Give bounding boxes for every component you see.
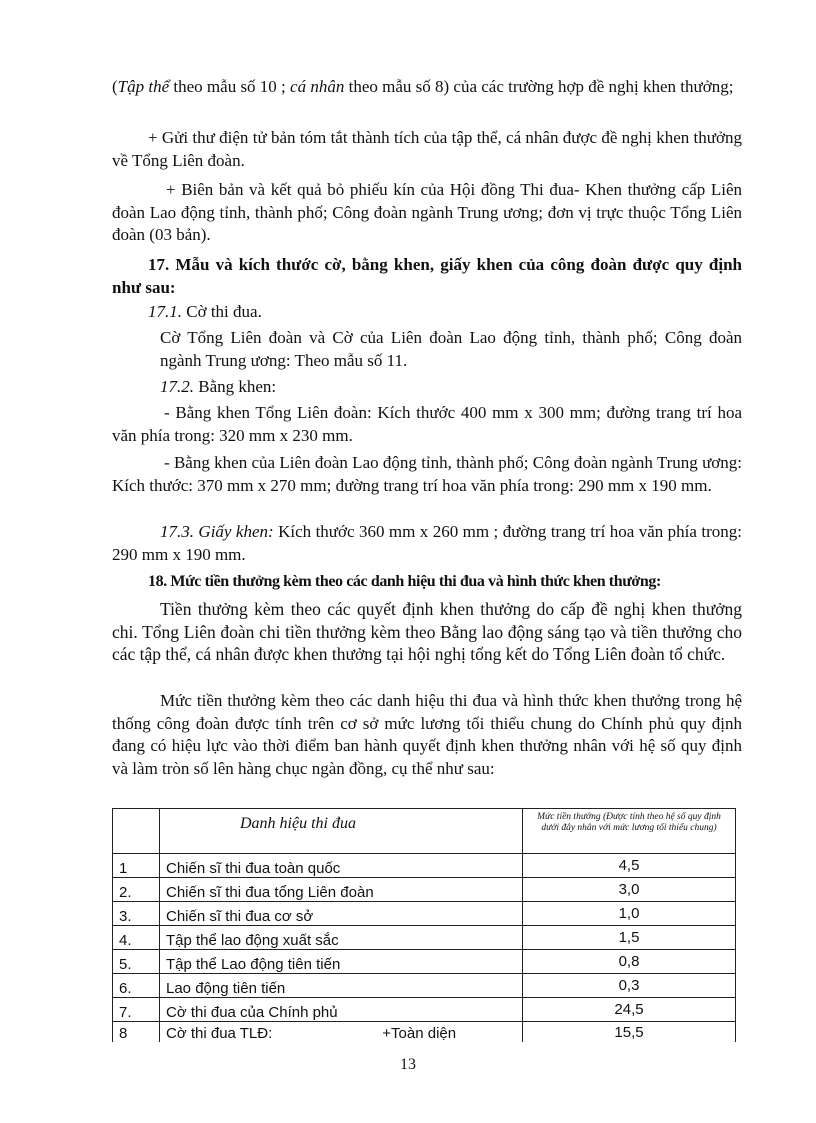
table-row [113,998,736,1022]
subsection-number: 17.2. [160,377,194,396]
subsection-number: 17.1. [148,302,182,321]
certificate-size-provincial: - Bằng khen của Liên đoàn Lao động tỉnh, thành phố; Công đoàn ngành Trung ương: Kích thước: 370 mm x 270 mm; đường trang trí hoa văn phía trong: 290 mm x 190 mm. [112,453,742,495]
row-title: Chiến sĩ thi đua cơ sở [160,902,523,926]
table-row [113,974,736,998]
row-title: Cờ thi đua của Chính phủ [160,998,523,1022]
row-value: 1,0 [523,902,736,926]
row-value: 0,8 [523,950,736,974]
row-title: Chiến sĩ thi đua toàn quốc [160,854,523,878]
table-row [113,1022,736,1043]
row-value: 3,0 [523,878,736,902]
table-row [113,950,736,974]
paragraph-reward-calculation: Mức tiền thưởng kèm theo các danh hiệu thi đua và hình thức khen thưởng trong hệ thống công đoàn được tính trên cơ sở mức lương tối thiểu chung do Chính phủ quy định đang có hiệu lực vào thời điểm ban hành quyết định khen thưởng nhân với hệ số quy định và làm tròn số lên hàng chục ngàn đồng, cụ thể như sau: [112,691,742,778]
table-row [113,902,736,926]
table-header-no [113,809,160,854]
table-header-row [113,809,736,854]
row-number: 8 [113,1022,160,1043]
row-title: Cờ thi đua TLĐ: [166,1025,273,1042]
row-value: 24,5 [523,998,736,1022]
subsection-17-1-body: Cờ Tổng Liên đoàn và Cờ của Liên đoàn Lao động tỉnh, thành phố; Công đoàn ngành Trung ương: Theo mẫu số 11. [160,328,742,370]
row-value: 15,5 [523,1022,736,1043]
paragraph-reward-payment: Tiền thưởng kèm theo các quyết định khen thưởng do cấp đề nghị khen thưởng chi. Tổng Liên đoàn chi tiền thưởng kèm theo Bằng lao động sáng tạo và tiền thưởng cho các tập thể, cá nhân được khen thưởng tại hội nghị tổng kết do Tổng Liên đoàn tổ chức. [112,599,742,664]
subsection-17-3 [112,521,742,566]
row-number: 7. [113,998,160,1022]
table-row [113,878,736,902]
paragraph-voting-minutes: + Biên bản và kết quả bỏ phiếu kín của Hội đồng Thi đua- Khen thưởng cấp Liên đoàn Lao động tỉnh, thành phố; Công đoàn ngành Trung ương; đơn vị trực thuộc Tổng Liên đoàn (03 bản). [112,180,742,244]
table-row [113,854,736,878]
table-row [113,926,736,950]
row-subtitle: +Toàn diện [382,1025,457,1042]
row-number: 3. [113,902,160,926]
heading-section-18: 18. Mức tiền thưởng kèm theo các danh hiệu thi đua và hình thức khen thưởng: [148,573,661,590]
row-value: 0,3 [523,974,736,998]
row-number: 4. [113,926,160,950]
paragraph-email-summary: + Gửi thư điện tử bản tóm tắt thành tích của tập thể, cá nhân được đề nghị khen thưởng về Tổng Liên đoàn. [112,128,742,170]
paragraph-attachments-continued [112,76,742,99]
row-title: Chiến sĩ thi đua tổng Liên đoàn [160,878,523,902]
table-header-value: Mức tiền thưởng (Được tính theo hệ số quy định dưới đây nhân với mức lương tối thiểu chung) [523,809,736,854]
row-title: Lao động tiên tiến [160,974,523,998]
reward-table [112,808,736,1042]
certificate-size-tld: - Bằng khen Tổng Liên đoàn: Kích thước 400 mm x 300 mm; đường trang trí hoa văn phía trong: 320 mm x 230 mm. [112,403,742,445]
open-paren: ( [112,77,118,96]
row-number: 5. [113,950,160,974]
italic-term: cá nhân [290,77,345,96]
subsection-title: Cờ thi đua. [182,302,262,321]
row-value: 1,5 [523,926,736,950]
row-number: 6. [113,974,160,998]
row-number: 2. [113,878,160,902]
italic-term: Tập thể [117,77,170,96]
table-header-title: Danh hiệu thi đua [160,809,523,854]
row-title: Tập thể lao động xuất sắc [160,926,523,950]
text-run: theo mẫu số 8) của các trường hợp đề nghị khen thưởng; [344,77,734,96]
text-run: theo mẫu số 10 ; [169,77,291,96]
subsection-17-2 [160,376,742,399]
row-title: Tập thể Lao động tiên tiến [160,950,523,974]
page-number: 13 [400,1056,416,1073]
subsection-title: Bằng khen: [194,377,277,396]
row-title-cell [160,1022,523,1043]
subsection-number: 17.3. Giấy khen: [160,522,274,541]
subsection-body: Kích thước 360 mm x 260 mm ; đường trang trí hoa văn phía trong: 290 mm x 190 mm. [112,522,742,564]
row-number: 1 [113,854,160,878]
subsection-17-1 [148,301,742,324]
heading-section-17: 17. Mẫu và kích thước cờ, bằng khen, giấy khen của công đoàn được quy định như sau: [112,255,742,297]
row-value: 4,5 [523,854,736,878]
